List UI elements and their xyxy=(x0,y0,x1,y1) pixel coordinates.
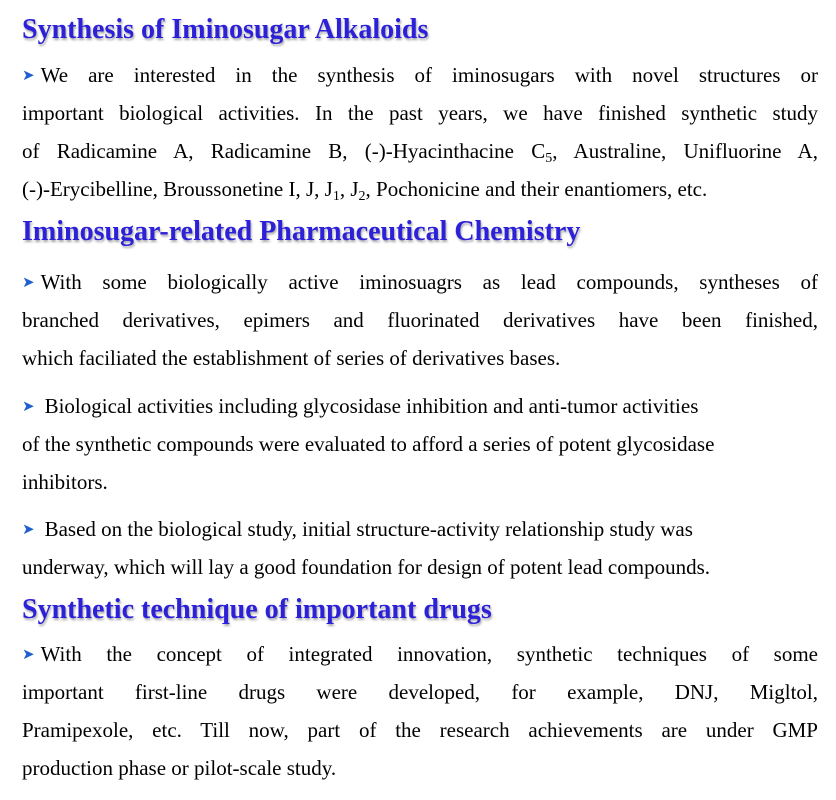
section-heading-important-drugs: Synthetic technique of important drugs xyxy=(22,594,492,625)
line-text: With some biologically active iminosuagrs as lead compounds, syntheses of xyxy=(40,270,818,294)
paragraph-line xyxy=(22,510,818,548)
paragraph-line xyxy=(22,170,818,208)
line-text: important first-line drugs were developed, for example, DNJ, Migltol, xyxy=(22,680,818,704)
line-text: inhibitors. xyxy=(22,470,108,494)
paragraph-line xyxy=(22,263,818,301)
line-text: , Australine, Unifluorine A, xyxy=(552,139,818,163)
subscript: 2 xyxy=(358,189,366,204)
paragraph-line xyxy=(22,635,818,673)
line-text: underway, which will lay a good foundation for design of potent lead compounds. xyxy=(22,555,710,579)
line-text: , Pochonicine and their enantiomers, etc. xyxy=(365,177,708,201)
subscript: 5 xyxy=(545,151,553,166)
arrow-bullet-icon: ➤ xyxy=(22,645,35,663)
paragraph-lead-compounds xyxy=(22,263,818,377)
arrow-bullet-icon: ➤ xyxy=(22,273,35,291)
paragraph-line xyxy=(22,749,818,787)
line-text: Based on the biological study, initial structure-activity relationship study was xyxy=(44,517,693,541)
paragraph-iminosugar-synthesis xyxy=(22,56,818,208)
line-text: , J xyxy=(339,177,359,201)
line-text: branched derivatives, epimers and fluorinated derivatives have been finished, xyxy=(22,308,818,332)
paragraph-line xyxy=(22,673,818,711)
line-text: which faciliated the establishment of series of derivatives bases. xyxy=(22,346,561,370)
paragraph-line xyxy=(22,301,818,339)
section-heading-pharmaceutical-chemistry: Iminosugar-related Pharmaceutical Chemistry xyxy=(22,216,581,247)
paragraph-line xyxy=(22,425,818,463)
subscript: 1 xyxy=(332,189,340,204)
paragraph-line xyxy=(22,94,818,132)
arrow-bullet-icon: ➤ xyxy=(22,397,35,415)
section-heading-iminosugar-alkaloids: Synthesis of Iminosugar Alkaloids xyxy=(22,14,429,45)
line-text: of Radicamine A, Radicamine B, (-)-Hyacinthacine C xyxy=(22,139,546,163)
paragraph-structure-activity xyxy=(22,510,818,586)
line-text: (-)-Erycibelline, Broussonetine I, J, J xyxy=(22,177,333,201)
paragraph-line xyxy=(22,132,818,170)
line-text: We are interested in the synthesis of iminosugars with novel structures or xyxy=(40,63,818,87)
line-text: With the concept of integrated innovation, synthetic techniques of some xyxy=(40,642,818,666)
line-text: of the synthetic compounds were evaluated to afford a series of potent glycosidase xyxy=(22,432,715,456)
paragraph-line xyxy=(22,56,818,94)
line-text: important biological activities. In the past years, we have finished synthetic study xyxy=(22,101,818,125)
paragraph-line xyxy=(22,339,818,377)
line-text: production phase or pilot-scale study. xyxy=(22,756,337,780)
line-text: Biological activities including glycosidase inhibition and anti-tumor activities xyxy=(44,394,699,418)
arrow-bullet-icon: ➤ xyxy=(22,520,35,538)
paragraph-integrated-innovation xyxy=(22,635,818,787)
paragraph-line xyxy=(22,548,818,586)
paragraph-line xyxy=(22,711,818,749)
paragraph-line xyxy=(22,387,818,425)
paragraph-biological-activities xyxy=(22,387,818,501)
paragraph-line xyxy=(22,463,818,501)
line-text: Pramipexole, etc. Till now, part of the research achievements are under GMP xyxy=(22,718,818,742)
arrow-bullet-icon: ➤ xyxy=(22,66,35,84)
